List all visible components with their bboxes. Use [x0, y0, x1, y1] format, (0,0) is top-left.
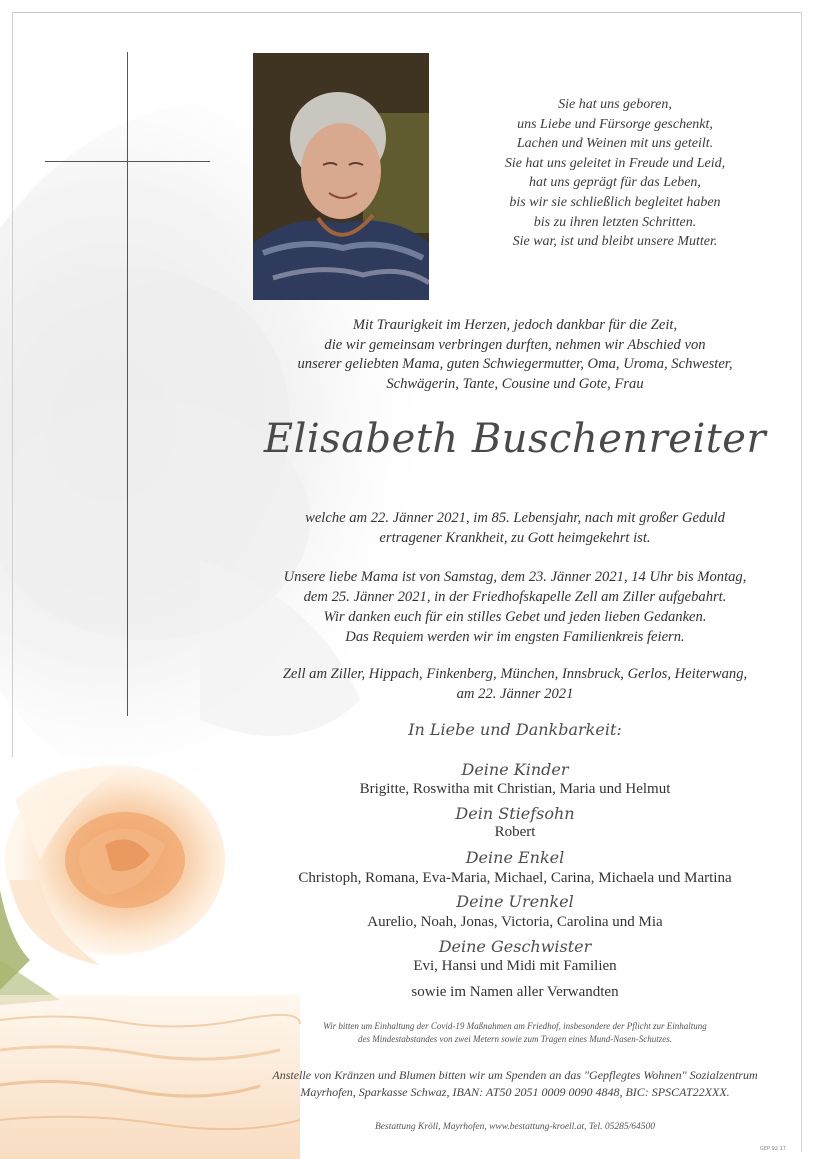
covid-line: Wir bitten um Einhaltung der Covid-19 Maßnahmen am Friedhof, insbesondere der Pflicht zur Einhaltung: [323, 1021, 707, 1031]
death-notice: [245, 508, 785, 548]
frame-top-line: [12, 12, 802, 13]
poem-line: Lachen und Weinen mit uns geteilt.: [516, 136, 714, 152]
intro-line: Mit Traurigkeit im Herzen, jedoch dankbar für die Zeit,: [352, 317, 678, 333]
undertaker-info: Bestattung Kröll, Mayrhofen, www.bestattung-kroell.at, Tel. 05285/64500: [375, 1122, 655, 1132]
poem-line: uns Liebe und Fürsorge geschenkt,: [517, 116, 713, 132]
poem: [445, 95, 785, 252]
portrait-photo: [253, 53, 429, 300]
deceased-name: Elisabeth Buschenreiter: [263, 416, 767, 462]
wake-line: Wir danken euch für ein stilles Gebet und jeden lieben Gedanken.: [323, 609, 707, 625]
family-heading-stepson: Dein Stiefsohn: [455, 804, 575, 823]
poem-line: hat uns geprägt für das Leben,: [529, 175, 701, 191]
place-line: Zell am Ziller, Hippach, Finkenberg, München, Innsbruck, Gerlos, Heiterwang,: [282, 666, 748, 682]
donation-line: Anstelle von Kränzen und Blumen bitten wir um Spenden an das "Gepflegtes Wohnen" Sozialzentrum: [272, 1068, 758, 1082]
poem-line: Sie war, ist und bleibt unsere Mutter.: [512, 234, 718, 250]
frame-left-line: [12, 12, 13, 757]
family-heading-grandchildren: Deine Enkel: [465, 848, 565, 867]
intro-line: die wir gemeinsam verbringen durften, nehmen wir Abschied von: [324, 336, 706, 353]
death-line: ertragener Krankheit, zu Gott heimgekehrt ist.: [379, 530, 651, 546]
family-names-stepson: Robert: [494, 824, 536, 840]
covid-notice: [245, 1020, 785, 1046]
poem-line: bis zu ihren letzten Schritten.: [533, 214, 697, 230]
donation-notice: [235, 1067, 795, 1101]
cross-icon: [127, 52, 128, 716]
family-heading-children: Deine Kinder: [461, 760, 569, 779]
donation-line: Mayrhofen, Sparkasse Schwaz, IBAN: AT50 2051 0009 0090 4848, BIC: SPSCAT22XXX.: [300, 1085, 730, 1099]
family-names-siblings: Evi, Hansi und Midi mit Familien: [413, 958, 617, 974]
death-line: welche am 22. Jänner 2021, im 85. Lebensjahr, nach mit großer Geduld: [305, 510, 725, 526]
thanks-heading: In Liebe und Dankbarkeit:: [408, 720, 622, 739]
family-heading-great-grandchildren: Deine Urenkel: [456, 892, 574, 911]
family-names-great-grandchildren: Aurelio, Noah, Jonas, Victoria, Carolina und Mia: [367, 914, 663, 930]
poem-line: Sie hat uns geboren,: [558, 97, 672, 112]
place-date: [245, 664, 785, 704]
intro-line: Schwägerin, Tante, Cousine und Gote, Frau: [386, 375, 644, 392]
covid-line: des Mindestabstandes von zwei Metern sowie zum Tragen eines Mund-Nasen-Schutzes.: [358, 1034, 672, 1044]
wake-line: Unsere liebe Mama ist von Samstag, dem 23. Jänner 2021, 14 Uhr bis Montag,: [283, 569, 747, 585]
cross-beam: [45, 161, 210, 162]
intro-line: unserer geliebten Mama, guten Schwiegermutter, Oma, Uroma, Schwester,: [297, 356, 733, 372]
wake-notice: [245, 567, 785, 647]
print-code: GEP 92.17: [760, 1146, 786, 1152]
intro-text: [245, 316, 785, 394]
poem-line: bis wir sie schließlich begleitet haben: [509, 194, 721, 210]
place-line: am 22. Jänner 2021: [456, 686, 574, 702]
wake-line: Das Requiem werden wir im engsten Familienkreis feiern.: [345, 629, 685, 645]
relatives-line: sowie im Namen aller Verwandten: [411, 984, 619, 1000]
family-heading-siblings: Deine Geschwister: [438, 937, 592, 956]
frame-right-line: [801, 12, 802, 1152]
poem-line: Sie hat uns geleitet in Freude und Leid,: [504, 155, 726, 171]
wake-line: dem 25. Jänner 2021, in der Friedhofskapelle Zell am Ziller aufgebahrt.: [303, 589, 727, 605]
family-names-children: Brigitte, Roswitha mit Christian, Maria und Helmut: [359, 781, 671, 797]
family-names-grandchildren: Christoph, Romana, Eva-Maria, Michael, Carina, Michaela und Martina: [298, 870, 732, 886]
